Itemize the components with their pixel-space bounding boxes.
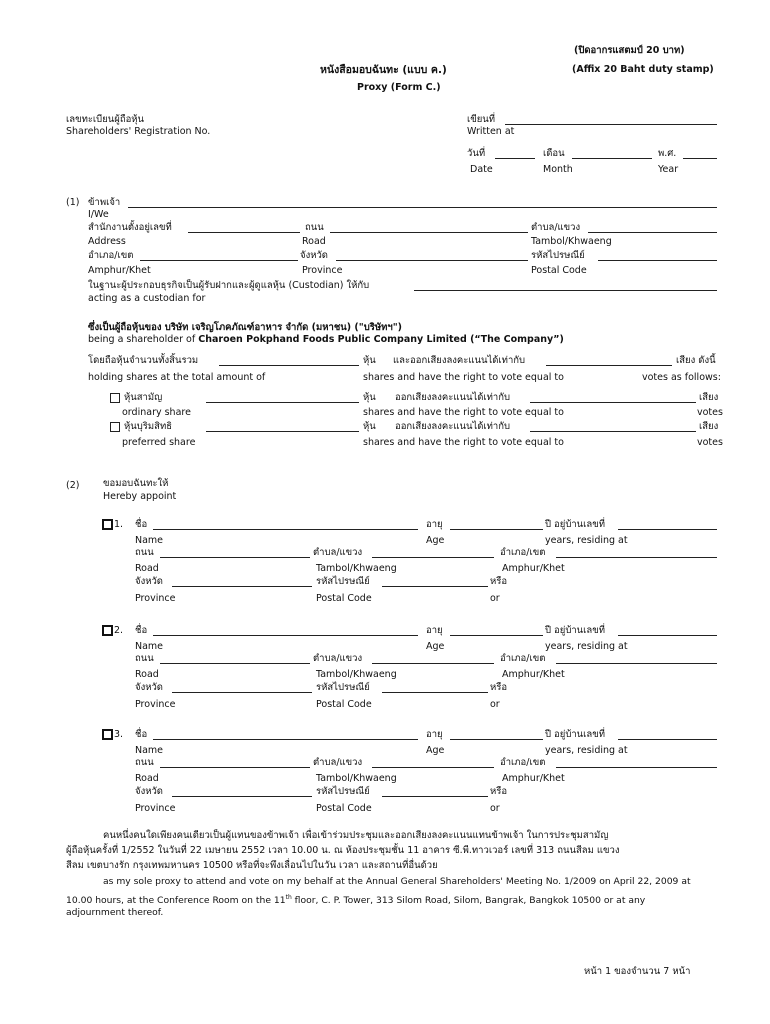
proxy3-province-label-en: Province xyxy=(135,803,176,814)
total-shares-field[interactable] xyxy=(219,365,359,366)
proxy2-postal-label-th: รหัสไปรษณีย์ xyxy=(316,682,370,693)
appoint-label-th: ขอมอบฉันทะให้ xyxy=(103,478,169,489)
proxy3-checkbox[interactable] xyxy=(102,729,113,740)
stamp-note-en: (Affix 20 Baht duty stamp) xyxy=(572,64,714,75)
proxy3-age-field[interactable] xyxy=(450,739,543,740)
proxy1-road-field[interactable] xyxy=(160,557,310,558)
month-label-en: Month xyxy=(543,164,573,175)
proxy3-road-field[interactable] xyxy=(160,767,310,768)
proxy2-amphur-label-en: Amphur/Khet xyxy=(502,669,565,680)
preferred-votes-unit-th: เสียง xyxy=(699,421,719,432)
closing-en-line2 xyxy=(66,892,645,907)
shareholder-of-en xyxy=(88,334,564,346)
vote-label-en: shares and have the right to vote equal to xyxy=(363,372,564,383)
votes-unit-th: เสียง ดังนี้ xyxy=(676,355,716,366)
proxy1-province-label-th: จังหวัด xyxy=(135,576,163,587)
iwe-field[interactable] xyxy=(128,207,717,208)
date-label-en: Date xyxy=(470,164,493,175)
proxy1-road-label-en: Road xyxy=(135,563,159,574)
proxy2-postal-label-en: Postal Code xyxy=(316,699,372,710)
proxy2-house-no-field[interactable] xyxy=(618,635,717,636)
proxy3-or-th: หรือ xyxy=(490,786,508,797)
section1-number: (1) xyxy=(66,197,80,208)
province-field[interactable] xyxy=(336,260,528,261)
holding-label-th: โดยถือหุ้นจำนวนทั้งสิ้นรวม xyxy=(88,355,199,366)
proxy2-name-label-th: ชื่อ xyxy=(135,625,148,636)
ordinary-shares-unit-th: หุ้น xyxy=(363,392,376,403)
proxy1-or-th: หรือ xyxy=(490,576,508,587)
address-label-en: Address xyxy=(88,236,126,247)
proxy1-name-label-th: ชื่อ xyxy=(135,519,148,530)
registration-label-th: เลขทะเบียนผู้ถือหุ้น xyxy=(66,114,145,125)
proxy3-age-label-en: Age xyxy=(426,745,445,756)
preferred-vote-label-th: ออกเสียงลงคะแนนได้เท่ากับ xyxy=(395,421,511,432)
votes-unit-en: votes as follows: xyxy=(642,372,721,383)
preferred-vote-label-en: shares and have the right to vote equal to xyxy=(363,437,564,448)
shareholder-of-th: ซึ่งเป็นผู้ถือหุ้นของ บริษัท เจริญโภคภัณฑ์อาหาร จำกัด (มหาชน) ("บริษัทฯ") xyxy=(88,322,402,333)
proxy1-amphur-label-en: Amphur/Khet xyxy=(502,563,565,574)
page-number: หน้า 1 ของจำนวน 7 หน้า xyxy=(584,966,691,977)
road-field[interactable] xyxy=(330,232,528,233)
proxy1-years-label-th: ปี อยู่บ้านเลขที่ xyxy=(545,519,606,530)
shareholder-prefix-en: being a shareholder of xyxy=(88,334,196,345)
date-label-th: วันที่ xyxy=(467,148,486,159)
company-name-en: Charoen Pokphand Foods Public Company Limited (“The Company”) xyxy=(198,334,564,345)
proxy2-number: 2. xyxy=(114,625,124,636)
total-votes-field[interactable] xyxy=(546,365,672,366)
proxy2-age-label-th: อายุ xyxy=(426,625,443,636)
page-title-en: Proxy (Form C.) xyxy=(357,82,441,93)
proxy2-checkbox[interactable] xyxy=(102,625,113,636)
proxy1-house-no-field[interactable] xyxy=(618,529,717,530)
postal-label-th: รหัสไปรษณีย์ xyxy=(531,250,585,261)
postal-field[interactable] xyxy=(598,260,717,261)
proxy3-years-label-th: ปี อยู่บ้านเลขที่ xyxy=(545,729,606,740)
proxy1-province-label-en: Province xyxy=(135,593,176,604)
custodian-label-th: ในฐานะผู้ประกอบธุรกิจเป็นผู้รับฝากและผู้ดูแลหุ้น (Custodian) ให้กับ xyxy=(88,280,370,291)
closing-en-line2-start: 10.00 hours, at the Conference Room on the 11 xyxy=(66,895,286,907)
proxy2-tambol-label-en: Tambol/Khwaeng xyxy=(316,669,397,680)
proxy1-years-label-en: years, residing at xyxy=(545,535,628,546)
closing-th-line1: คนหนึ่งคนใดเพียงคนเดียวเป็นผู้แทนของข้าพเจ้า เพื่อเข้าร่วมประชุมและออกเสียงลงคะแนนแทนข้าพเจ้า ในการประชุมสามัญ xyxy=(103,830,609,841)
address-field[interactable] xyxy=(188,232,300,233)
closing-en-line3: adjournment thereof. xyxy=(66,907,164,918)
appoint-label-en: Hereby appoint xyxy=(103,491,177,502)
ordinary-votes-unit-th: เสียง xyxy=(699,392,719,403)
proxy3-amphur-label-en: Amphur/Khet xyxy=(502,773,565,784)
proxy3-age-label-th: อายุ xyxy=(426,729,443,740)
page-title-th: หนังสือมอบฉันทะ (แบบ ค.) xyxy=(320,64,447,76)
proxy3-tambol-label-th: ตำบล/แขวง xyxy=(313,757,363,768)
province-label-en: Province xyxy=(302,265,343,276)
proxy3-tambol-label-en: Tambol/Khwaeng xyxy=(316,773,397,784)
closing-en-line1: as my sole proxy to attend and vote on my behalf at the Annual General Shareholders' Meeting No. 1/2009 on April 22, 2009 at xyxy=(103,876,691,887)
ordinary-vote-label-en: shares and have the right to vote equal to xyxy=(363,407,564,418)
ordinary-shares-field[interactable] xyxy=(206,402,359,403)
proxy1-postal-label-th: รหัสไปรษณีย์ xyxy=(316,576,370,587)
preferred-label-th: หุ้นบุริมสิทธิ xyxy=(124,421,173,432)
proxy1-postal-field[interactable] xyxy=(382,586,488,587)
iwe-label-en: I/We xyxy=(88,209,109,220)
proxy3-province-field[interactable] xyxy=(172,796,312,797)
road-label-th: ถนน xyxy=(305,222,324,233)
tambol-field[interactable] xyxy=(588,232,717,233)
proxy1-amphur-label-th: อำเภอ/เขต xyxy=(500,547,546,558)
proxy2-road-field[interactable] xyxy=(160,663,310,664)
proxy1-or-en: or xyxy=(490,593,500,604)
ordinary-votes-field[interactable] xyxy=(530,402,696,403)
amphur-label-th: อำเภอ/เขต xyxy=(88,250,134,261)
tambol-label-en: Tambol/Khwaeng xyxy=(531,236,612,247)
closing-en-line2-end: floor, C. P. Tower, 313 Silom Road, Silom, Bangrak, Bangkok 10500 or at any xyxy=(291,895,646,907)
proxy1-age-label-th: อายุ xyxy=(426,519,443,530)
proxy1-name-label-en: Name xyxy=(135,535,164,546)
proxy3-name-label-th: ชื่อ xyxy=(135,729,148,740)
ordinary-share-checkbox[interactable] xyxy=(110,393,120,403)
province-label-th: จังหวัด xyxy=(300,250,328,261)
proxy2-road-label-th: ถนน xyxy=(135,653,154,664)
proxy2-or-th: หรือ xyxy=(490,682,508,693)
tambol-label-th: ตำบล/แขวง xyxy=(531,222,581,233)
proxy2-tambol-field[interactable] xyxy=(372,663,494,664)
custodian-label-en: acting as a custodian for xyxy=(88,293,206,304)
amphur-field[interactable] xyxy=(140,260,298,261)
registration-label-en: Shareholders' Registration No. xyxy=(66,126,211,137)
ordinary-label-th: หุ้นสามัญ xyxy=(124,392,163,403)
proxy2-province-label-en: Province xyxy=(135,699,176,710)
ordinary-label-en: ordinary share xyxy=(122,407,191,418)
proxy2-years-label-th: ปี อยู่บ้านเลขที่ xyxy=(545,625,606,636)
closing-en-sup: th xyxy=(285,894,292,901)
proxy2-name-field[interactable] xyxy=(153,635,418,636)
preferred-votes-unit-en: votes xyxy=(697,437,723,448)
proxy1-tambol-label-en: Tambol/Khwaeng xyxy=(316,563,397,574)
ordinary-votes-unit-en: votes xyxy=(697,407,723,418)
month-label-th: เดือน xyxy=(543,148,565,159)
preferred-shares-field[interactable] xyxy=(206,431,359,432)
year-label-en: Year xyxy=(658,164,679,175)
preferred-shares-unit-th: หุ้น xyxy=(363,421,376,432)
iwe-label-th: ข้าพเจ้า xyxy=(88,197,121,208)
office-label-th: สำนักงานตั้งอยู่เลขที่ xyxy=(88,222,172,233)
proxy3-years-label-en: years, residing at xyxy=(545,745,628,756)
preferred-votes-field[interactable] xyxy=(530,431,696,432)
proxy3-province-label-th: จังหวัด xyxy=(135,786,163,797)
proxy1-postal-label-en: Postal Code xyxy=(316,593,372,604)
section2-number: (2) xyxy=(66,480,80,491)
proxy2-amphur-label-th: อำเภอ/เขต xyxy=(500,653,546,664)
proxy2-province-field[interactable] xyxy=(172,692,312,693)
proxy3-postal-field[interactable] xyxy=(382,796,488,797)
year-field[interactable] xyxy=(683,158,717,159)
proxy3-tambol-field[interactable] xyxy=(372,767,494,768)
proxy3-postal-label-en: Postal Code xyxy=(316,803,372,814)
proxy2-postal-field[interactable] xyxy=(382,692,488,693)
preferred-share-checkbox[interactable] xyxy=(110,422,120,432)
ordinary-vote-label-th: ออกเสียงลงคะแนนได้เท่ากับ xyxy=(395,392,511,403)
amphur-label-en: Amphur/Khet xyxy=(88,265,151,276)
stamp-note-th: (ปิดอากรแสตมป์ 20 บาท) xyxy=(574,45,685,56)
closing-th-line2: ผู้ถือหุ้นครั้งที่ 1/2552 ในวันที่ 22 เมษายน 2552 เวลา 10.00 น. ณ ห้องประชุมชั้น 11 อาคาร ซี.พี.ทาวเวอร์ เลขที่ 313 ถนนสีลม แขวง xyxy=(66,845,620,856)
closing-th-line3: สีลม เขตบางรัก กรุงเทพมหานคร 10500 หรือที่จะพึงเลื่อนไปในวัน เวลา และสถานที่อื่นด้วย xyxy=(66,860,438,871)
road-label-en: Road xyxy=(302,236,326,247)
month-field[interactable] xyxy=(572,158,652,159)
proxy1-checkbox[interactable] xyxy=(102,519,113,530)
proxy3-road-label-en: Road xyxy=(135,773,159,784)
vote-label-th: และออกเสียงลงคะแนนได้เท่ากับ xyxy=(393,355,526,366)
proxy2-age-label-en: Age xyxy=(426,641,445,652)
proxy3-name-field[interactable] xyxy=(153,739,418,740)
proxy2-name-label-en: Name xyxy=(135,641,164,652)
proxy1-province-field[interactable] xyxy=(172,586,312,587)
proxy1-age-label-en: Age xyxy=(426,535,445,546)
holding-label-en: holding shares at the total amount of xyxy=(88,372,266,383)
proxy1-number: 1. xyxy=(114,519,124,530)
written-at-label-en: Written at xyxy=(467,126,515,137)
proxy2-or-en: or xyxy=(490,699,500,710)
shares-unit-th: หุ้น xyxy=(363,355,376,366)
custodian-field[interactable] xyxy=(414,290,717,291)
written-at-field[interactable] xyxy=(505,124,717,125)
proxy1-name-field[interactable] xyxy=(153,529,418,530)
proxy3-road-label-th: ถนน xyxy=(135,757,154,768)
proxy3-name-label-en: Name xyxy=(135,745,164,756)
proxy3-or-en: or xyxy=(490,803,500,814)
year-label-th: พ.ศ. xyxy=(658,148,677,159)
written-at-label-th: เขียนที่ xyxy=(467,114,496,125)
proxy2-amphur-field[interactable] xyxy=(556,663,717,664)
proxy2-road-label-en: Road xyxy=(135,669,159,680)
proxy1-tambol-field[interactable] xyxy=(372,557,494,558)
proxy3-amphur-label-th: อำเภอ/เขต xyxy=(500,757,546,768)
proxy3-postal-label-th: รหัสไปรษณีย์ xyxy=(316,786,370,797)
postal-label-en: Postal Code xyxy=(531,265,587,276)
proxy2-age-field[interactable] xyxy=(450,635,543,636)
proxy1-tambol-label-th: ตำบล/แขวง xyxy=(313,547,363,558)
proxy3-number: 3. xyxy=(114,729,124,740)
proxy1-amphur-field[interactable] xyxy=(556,557,717,558)
proxy2-province-label-th: จังหวัด xyxy=(135,682,163,693)
proxy2-years-label-en: years, residing at xyxy=(545,641,628,652)
proxy1-road-label-th: ถนน xyxy=(135,547,154,558)
proxy2-tambol-label-th: ตำบล/แขวง xyxy=(313,653,363,664)
preferred-label-en: preferred share xyxy=(122,437,196,448)
proxy3-house-no-field[interactable] xyxy=(618,739,717,740)
proxy3-amphur-field[interactable] xyxy=(556,767,717,768)
date-field[interactable] xyxy=(495,158,535,159)
proxy1-age-field[interactable] xyxy=(450,529,543,530)
